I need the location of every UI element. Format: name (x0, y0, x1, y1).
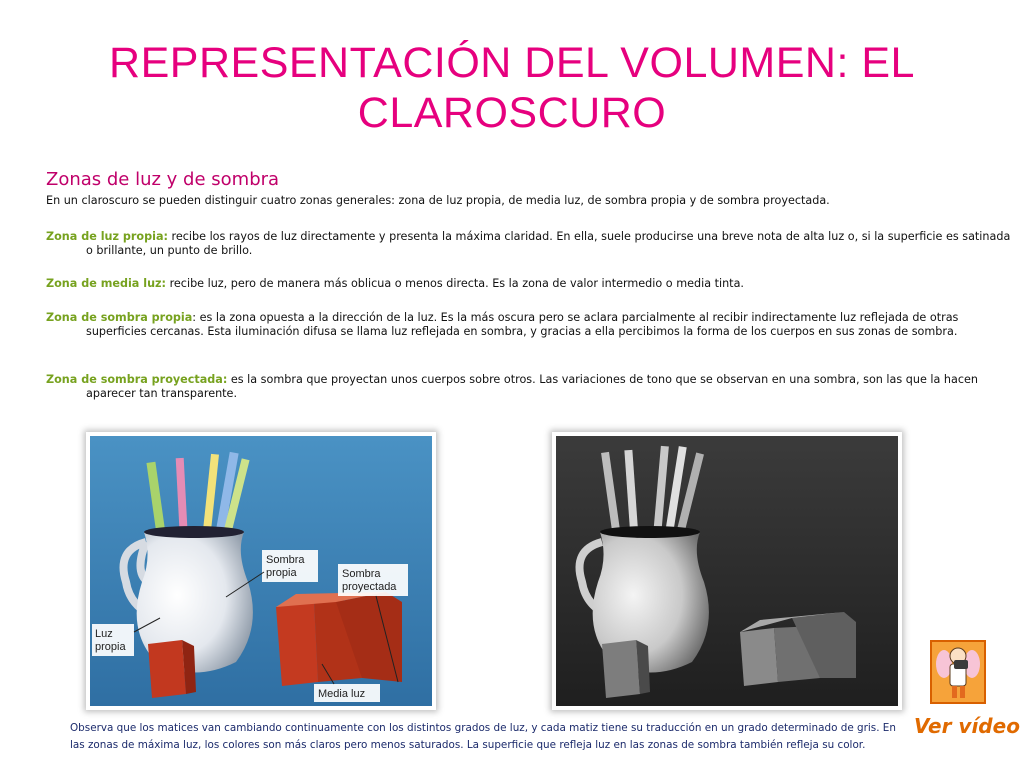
intro-paragraph: En un claroscuro se pueden distinguir cuatro zonas generales: zona de luz propia, de media luz, de sombra propia y de sombra proyectada. (46, 194, 830, 207)
video-button[interactable] (930, 640, 986, 704)
label-sombra-proyectada-2: proyectada (342, 581, 397, 593)
zone-lead: Zona de sombra proyectada: (46, 373, 228, 386)
slide-title (0, 38, 1024, 138)
zone-sombra-propia (46, 311, 1016, 339)
zone-lead: Zona de sombra propia (46, 311, 193, 324)
section-subtitle: Zonas de luz y de sombra (46, 169, 280, 190)
photo-caption: Observa que los matices van cambiando continuamente con los distintos grados de luz, y cada matiz tiene su traducción en un grado determinado de gris. En las zonas de máxima luz, los colores son más claros pero menos saturados. La superficie que refleja luz en las zonas de sombra también refleja su color. (70, 722, 896, 751)
zone-sombra-proyectada (46, 373, 1016, 401)
grayscale-still-life-image (552, 432, 902, 710)
zone-text: recibe los rayos de luz directamente y presenta la máxima claridad. En ella, suele producirse una breve nota de alta luz o, si la superficie es satinada o brillante, un punto de brillo. (86, 230, 1011, 257)
label-media-luz: Media luz (318, 688, 366, 700)
label-luz-propia-1: Luz (95, 628, 113, 640)
label-sombra-propia-1: Sombra (266, 554, 305, 566)
zone-luz-propia (46, 230, 1016, 258)
zone-lead: Zona de luz propia: (46, 230, 168, 243)
zone-media-luz (46, 277, 1016, 291)
title-line-1: REPRESENTACIÓN DEL VOLUMEN: EL (109, 39, 915, 87)
label-sombra-propia-2: propia (266, 567, 297, 579)
grayscale-photo (552, 432, 902, 710)
title-line-2: CLAROSCURO (357, 89, 667, 137)
color-photo (86, 432, 436, 710)
label-sombra-proyectada-1: Sombra (342, 568, 381, 580)
color-still-life-image (86, 432, 436, 710)
zone-lead: Zona de media luz: (46, 277, 167, 290)
cameraman-icon (932, 642, 984, 702)
label-luz-propia-2: propia (95, 641, 126, 653)
zone-text: es la sombra que proyectan unos cuerpos sobre otros. Las variaciones de tono que se observan en una sombra, son las que la hacen aparecer tan transparente. (86, 373, 979, 400)
zone-text: recibe luz, pero de manera más oblicua o menos directa. Es la zona de valor intermedio o media tinta. (166, 277, 744, 290)
zone-text: : es la zona opuesta a la dirección de la luz. Es la más oscura pero se aclara parcialmente al recibir indirectamente luz reflejada de otras superficies cercanas. Esta iluminación difusa se llama luz reflejada en sombra, y gracias a ella percibimos la forma de los cuerpos en sus zonas de sombra. (86, 311, 959, 338)
video-link[interactable]: Ver vídeo (914, 714, 1020, 738)
